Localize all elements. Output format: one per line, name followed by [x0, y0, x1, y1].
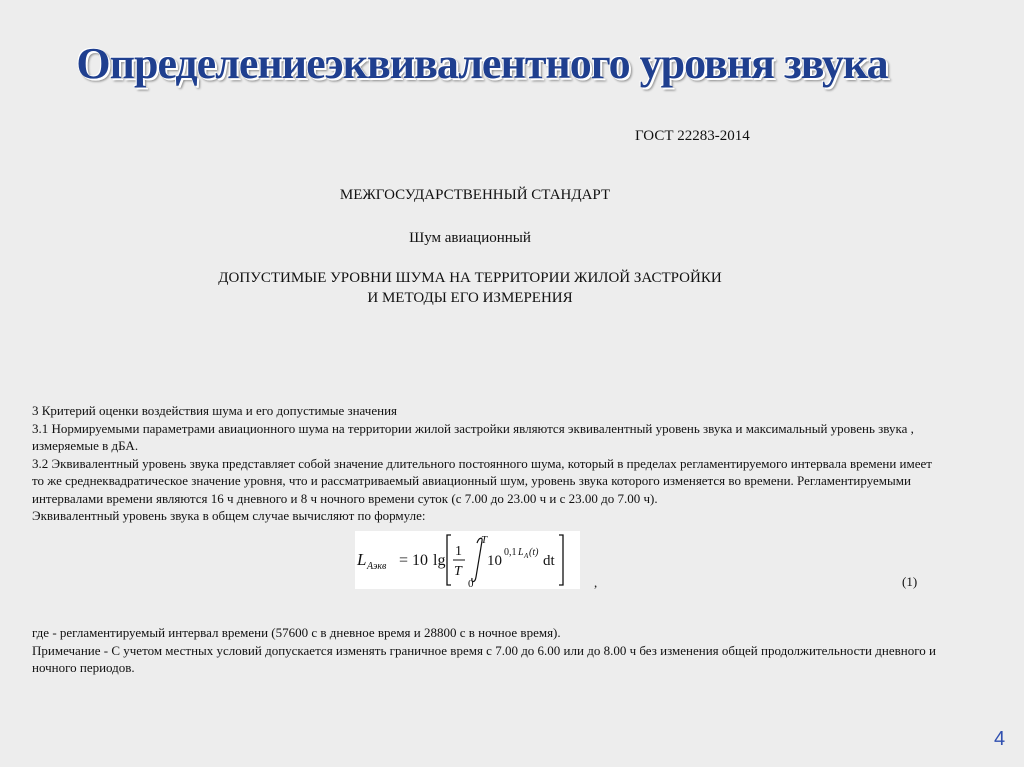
- paragraph: 3.2 Эквивалентный уровень звука представляет собой значение длительного постоянного шума, который в пределах регламентируемого интервала времени имеет то же среднеквадратическое значение уровня, что и рассматриваемый авиационный шум, уровень звука которого изменяется во времени. Регламентируемыми интервалами времени являются 16 ч дневного и 8 ч ночного времени суток (с 7.00 до 23.00 ч и с 23.00 до 7.00 ч).: [32, 455, 932, 506]
- formula-frac-num: 1: [455, 544, 462, 559]
- note-paragraph: где - регламентируемый интервал времени (57600 с в дневное время и 28800 с в ночное время).: [32, 625, 561, 640]
- standard-heading: МЕЖГОСУДАРСТВЕННЫЙ СТАНДАРТ: [339, 187, 611, 203]
- right-bracket: [559, 535, 563, 585]
- formula-comma: ,: [594, 575, 598, 590]
- paragraph: 3.1 Нормируемыми параметрами авиационного шума на территории жилой застройки являются эквивалентный уровень звука и максимальный уровень звука , измеряемые в дБА.: [32, 420, 914, 453]
- formula-lhs-sub: Аэкв: [367, 561, 387, 572]
- formula-lg: lg: [433, 552, 446, 569]
- slide-title: Определениеэквивалентного уровня звука: [76, 39, 888, 88]
- note-paragraph: Примечание - С учетом местных условий допускается изменять граничное время с 7.00 до 6.00 или до 8.00 ч без изменения общей продолжительности дневного и ночного периодов.: [32, 642, 936, 675]
- doc-heading-line1: ДОПУСТИМЫЕ УРОВНИ ШУМА НА ТЕРРИТОРИИ ЖИЛОЙ ЗАСТРОЙКИ: [218, 270, 722, 286]
- paragraph: 3 Критерий оценки воздействия шума и его допустимые значения: [32, 403, 398, 418]
- formula-exp: 0,1: [504, 547, 517, 558]
- formula: [355, 531, 580, 589]
- formula-int-upper: T: [481, 534, 488, 546]
- doc-heading-line2: И МЕТОДЫ ЕГО ИЗМЕРЕНИЯ: [367, 290, 573, 306]
- paragraph: Эквивалентный уровень звука в общем случае вычисляют по формуле:: [32, 508, 426, 523]
- formula-frac-den: T: [454, 564, 462, 579]
- formula-svg: [355, 531, 580, 589]
- formula-exp-arg: (t): [529, 547, 539, 558]
- page-number: 4: [994, 728, 1006, 750]
- noise-heading: Шум авиационный: [409, 230, 531, 246]
- formula-dt: dt: [543, 553, 555, 569]
- formula-exp-sub: A: [524, 552, 529, 560]
- formula-eq: = 10: [399, 552, 429, 569]
- equation-number: (1): [902, 574, 918, 589]
- formula-base: 10: [487, 553, 502, 569]
- gost-code: ГОСТ 22283-2014: [635, 128, 750, 144]
- formula-int-lower: 0: [468, 578, 474, 589]
- notes-text: [32, 624, 942, 677]
- body-text: [32, 402, 942, 525]
- left-bracket: [447, 535, 451, 585]
- formula-lhs: L: [357, 550, 367, 569]
- formula-exp-l: L: [518, 547, 524, 558]
